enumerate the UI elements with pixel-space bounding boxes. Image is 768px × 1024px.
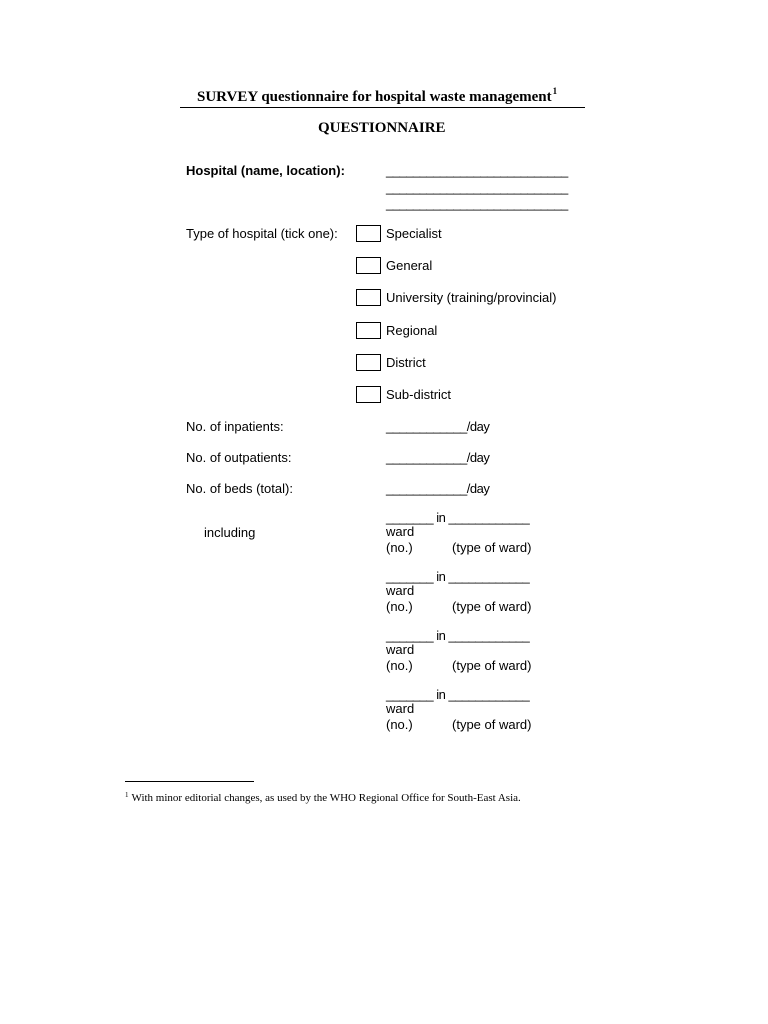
outpatients-field[interactable]: ____________/day (386, 450, 490, 465)
checkbox-regional[interactable] (356, 322, 381, 339)
hospital-type-label: Type of hospital (tick one): (186, 226, 338, 241)
ward-entry-type-label: (type of ward) (452, 540, 532, 555)
hospital-name-line-1[interactable]: ___________________________ (386, 163, 568, 178)
ward-entry-no-label: (no.) (386, 658, 413, 673)
inpatients-label: No. of inpatients: (186, 419, 284, 434)
beds-field[interactable]: ____________/day (386, 481, 490, 496)
checkbox-specialist[interactable] (356, 225, 381, 242)
ward-entry-ward-word: ward (386, 583, 415, 598)
ward-entry-type-label: (type of ward) (452, 599, 532, 614)
ward-entry-line[interactable]: _______ in ____________ (386, 628, 530, 643)
checkbox-sub-district[interactable] (356, 386, 381, 403)
option-district: District (386, 355, 426, 370)
ward-entry-ward-word: ward (386, 524, 415, 539)
title-footnote-mark: 1 (552, 86, 558, 96)
ward-entry-type-label: (type of ward) (452, 658, 532, 673)
outpatients-label: No. of outpatients: (186, 450, 292, 465)
option-regional: Regional (386, 323, 438, 338)
document-title (197, 86, 557, 106)
ward-entry-line[interactable]: _______ in ____________ (386, 569, 530, 584)
option-general: General (386, 258, 433, 273)
ward-entry-no-label: (no.) (386, 599, 413, 614)
including-label: including (204, 525, 256, 540)
ward-entry-no-label: (no.) (386, 717, 413, 732)
option-university: University (training/provincial) (386, 290, 557, 305)
title-rule (180, 107, 585, 108)
footnote (125, 791, 521, 804)
option-sub-district: Sub-district (386, 387, 452, 402)
title-text: SURVEY questionnaire for hospital waste management (197, 89, 552, 105)
hospital-name-line-2[interactable]: ___________________________ (386, 180, 568, 195)
ward-entry-ward-word: ward (386, 642, 415, 657)
checkbox-university[interactable] (356, 289, 381, 306)
ward-entry-line[interactable]: _______ in ____________ (386, 510, 530, 525)
ward-entry-line[interactable]: _______ in ____________ (386, 687, 530, 702)
inpatients-field[interactable]: ____________/day (386, 419, 490, 434)
ward-entry-type-label: (type of ward) (452, 717, 532, 732)
questionnaire-heading: QUESTIONNAIRE (318, 120, 446, 136)
checkbox-district[interactable] (356, 354, 381, 371)
footnote-rule (125, 781, 254, 782)
hospital-name-label: Hospital (name, location): (186, 163, 345, 178)
footnote-mark: 1 (125, 791, 129, 799)
footnote-text: With minor editorial changes, as used by the WHO Regional Office for South-East Asia. (131, 792, 521, 804)
hospital-name-line-3[interactable]: ___________________________ (386, 196, 568, 211)
beds-label: No. of beds (total): (186, 481, 293, 496)
option-specialist: Specialist (386, 226, 442, 241)
ward-entry-no-label: (no.) (386, 540, 413, 555)
ward-entry-ward-word: ward (386, 701, 415, 716)
checkbox-general[interactable] (356, 257, 381, 274)
